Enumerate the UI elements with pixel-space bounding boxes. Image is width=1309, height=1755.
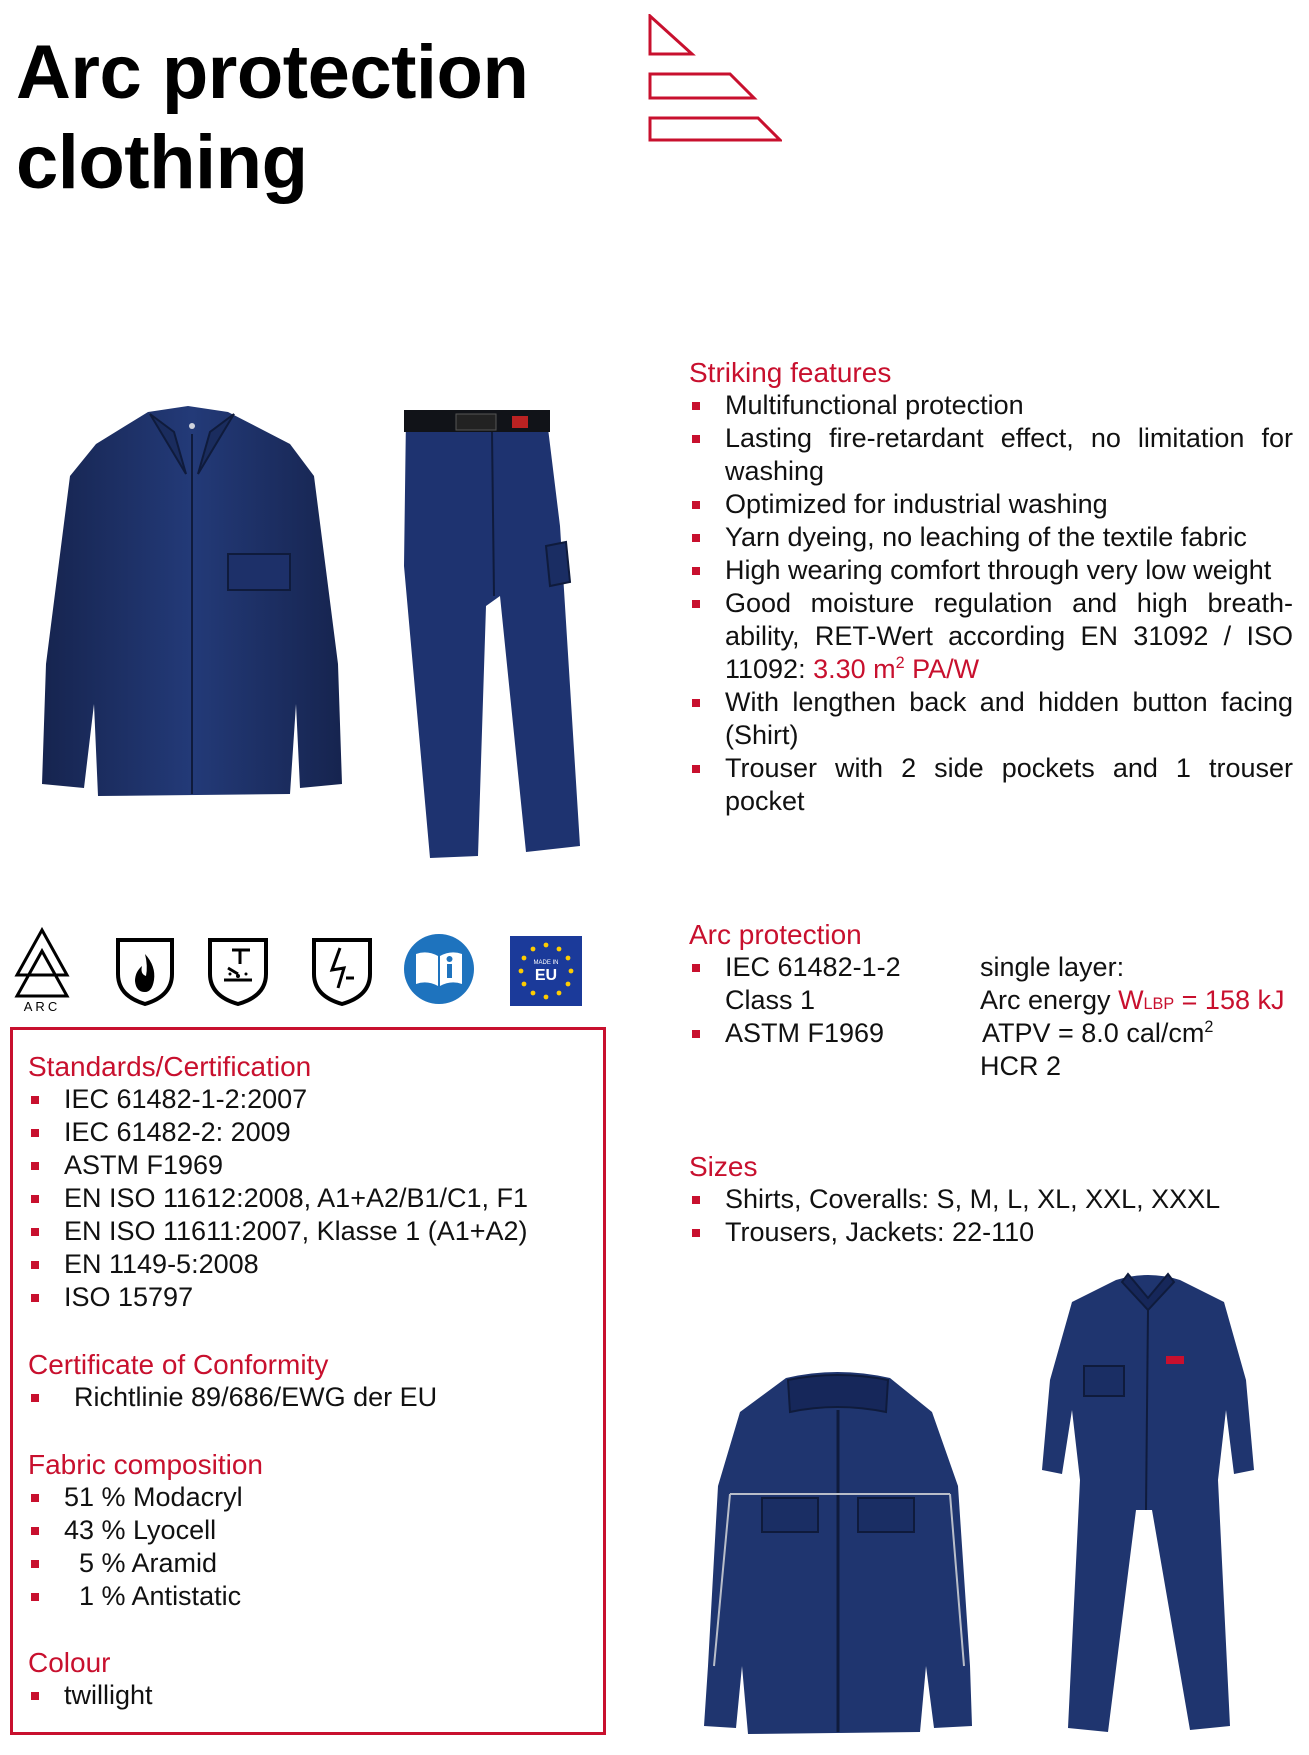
eu-label: EU [534,967,558,984]
list-item: Richtlinie 89/686/EWG der EU [28,1381,598,1414]
bullet [692,964,700,972]
arc-protection-heading: Arc protection [689,919,862,950]
list-item: 5 % Aramid [28,1547,598,1580]
w-symbol: W [1118,985,1144,1015]
list-item: EN ISO 11612:2008, A1+A2/B1/C1, F1 [28,1182,598,1215]
w-subscript: LBP [1143,995,1175,1013]
conformity-heading: Certificate of Conformity [28,1349,329,1380]
list-item: IEC 61482-2: 2009 [28,1116,598,1149]
list-item: Multifunctional protection [689,389,1293,422]
colour-heading: Colour [28,1647,111,1678]
atpv-value [982,1017,1213,1050]
title-line-2: clothing [16,120,308,205]
coverall-image [1040,1270,1256,1736]
list-item: twillight [28,1679,598,1712]
arc-standard-astm: ASTM F1969 [725,1018,885,1048]
list-item: Shirts, Coveralls: S, M, L, XL, XXL, XXXL [689,1183,1293,1216]
list-item: High wearing comfort through very low weight [689,554,1293,587]
list-item: IEC 61482-1-2:2007 [28,1083,598,1116]
colour-list [28,1679,598,1712]
sizes-heading: Sizes [689,1151,758,1182]
arc-protection-section [689,918,1301,1118]
list-item: 51 % Modacryl [28,1481,598,1514]
arc-energy [980,984,1284,1021]
list-item-moisture [689,587,1293,686]
standards-list [28,1083,598,1314]
atpv-number: ATPV = 8.0 cal/cm [982,1018,1205,1048]
colour-section [28,1646,598,1712]
w-value: = 158 kJ [1174,985,1285,1015]
list-item: EN 1149-5:2008 [28,1248,598,1281]
sizes-section [689,1150,1293,1249]
list-item: ISO 15797 [28,1281,598,1314]
page-title [16,28,528,208]
fabric-section [28,1448,598,1613]
list-item: Optimized for industrial washing [689,488,1293,521]
arc-layer-label: single layer: [980,952,1125,982]
jacket-image [700,1366,974,1736]
made-in-eu-icon [510,936,582,1006]
list-item: 43 % Lyocell [28,1514,598,1547]
standards-section [28,1050,598,1314]
moisture-text: Good moisture regulation and high breath-ability, RET-Wert according EN 31092 / ISO 11092: [725,588,1293,684]
arc-standard-iec: IEC 61482-1-2 [725,952,901,982]
brand-logo-icon [648,14,782,142]
features-list [689,389,1293,818]
features-section [689,356,1293,818]
arc-class: Class 1 [725,985,816,1015]
ret-value-sup: 2 [895,654,905,672]
title-line-1: Arc protection [16,30,529,115]
hcr-value: HCR 2 [980,1051,1062,1081]
info-manual-icon [402,932,476,1006]
welding-shield-icon [206,934,270,1006]
arc-energy-label: Arc energy [980,985,1119,1015]
sizes-list [689,1183,1293,1249]
shirt-image [38,404,346,800]
fabric-list [28,1481,598,1613]
ret-value-number: 3.30 m [813,654,896,684]
conformity-section [28,1348,598,1414]
ret-value-unit: PA/W [904,654,980,684]
atpv-sup: 2 [1204,1018,1214,1036]
arc-triangle-icon [14,927,70,1013]
bullet [692,1030,700,1038]
arc-energy-value [1118,985,1284,1015]
list-item: ASTM F1969 [28,1149,598,1182]
list-item: Trousers, Jackets: 22-110 [689,1216,1293,1249]
standards-heading: Standards/Certification [28,1051,312,1082]
list-item: With lengthen back and hidden button facing (Shirt) [689,686,1293,752]
flame-shield-icon [114,934,176,1006]
features-heading: Striking features [689,357,892,388]
made-in-label: MADE IN [533,960,559,966]
arc-label: ARC [23,999,61,1013]
trousers-image [396,406,582,862]
list-item: Yarn dyeing, no leaching of the textile fabric [689,521,1293,554]
list-item: EN ISO 11611:2007, Klasse 1 (A1+A2) [28,1215,598,1248]
electric-arc-shield-icon [310,934,374,1006]
ret-value [813,654,979,684]
list-item: Lasting fire-retardant effect, no limitation for washing [689,422,1293,488]
list-item: Trouser with 2 side pockets and 1 trouser pocket [689,752,1293,818]
conformity-list [28,1381,598,1414]
fabric-heading: Fabric composition [28,1449,263,1480]
list-item: 1 % Antistatic [28,1580,598,1613]
